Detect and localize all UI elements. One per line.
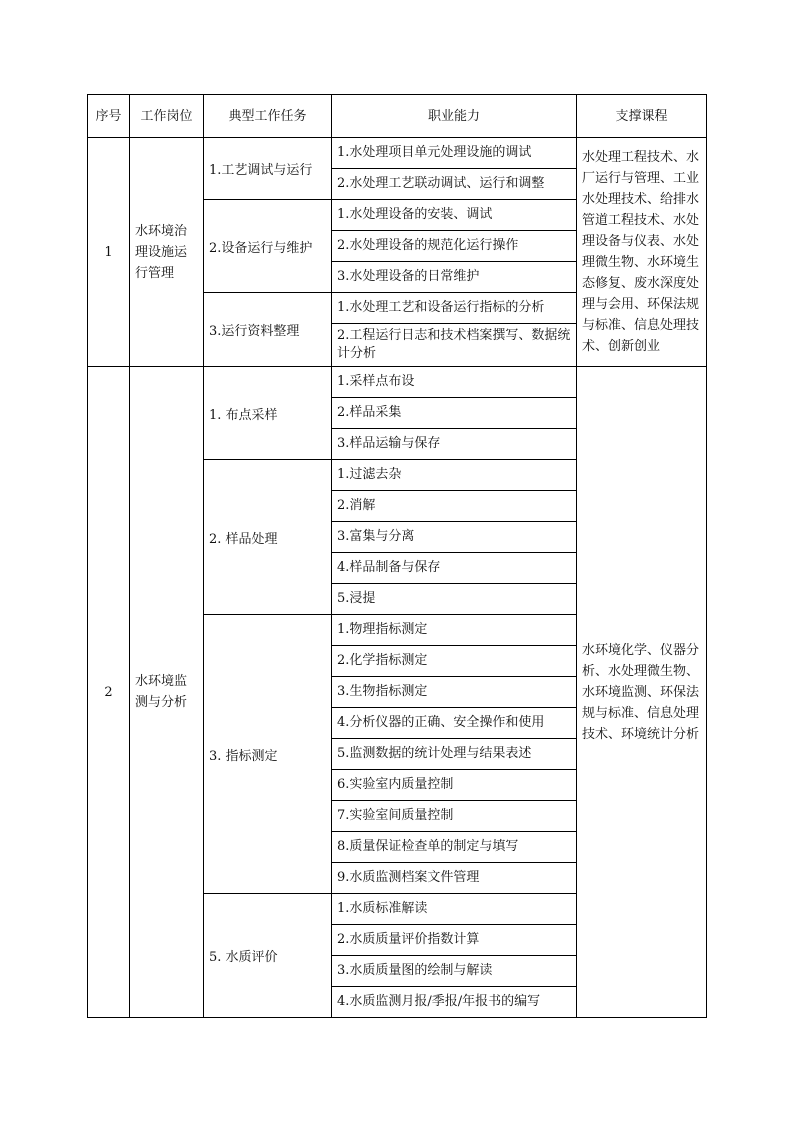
ability-cell: 4.样品制备与保存 bbox=[332, 553, 577, 584]
curriculum-table bbox=[87, 94, 707, 1018]
ability-cell: 4.水质监测月报/季报/年报书的编写 bbox=[332, 987, 577, 1018]
row-index: 2 bbox=[88, 367, 130, 1018]
ability-cell: 8.质量保证检查单的制定与填写 bbox=[332, 832, 577, 863]
work-task: 2. 样品处理 bbox=[204, 460, 332, 615]
header-row bbox=[88, 95, 707, 138]
ability-cell: 2.化学指标测定 bbox=[332, 646, 577, 677]
ability-cell: 4.分析仪器的正确、安全操作和使用 bbox=[332, 708, 577, 739]
ability-cell: 1.水质标准解读 bbox=[332, 894, 577, 925]
header-task: 典型工作任务 bbox=[204, 95, 332, 138]
table-row bbox=[88, 367, 707, 398]
header-ability: 职业能力 bbox=[332, 95, 577, 138]
work-task: 1. 布点采样 bbox=[204, 367, 332, 460]
ability-cell: 6.实验室内质量控制 bbox=[332, 770, 577, 801]
ability-cell: 3.样品运输与保存 bbox=[332, 429, 577, 460]
ability-cell: 9.水质监测档案文件管理 bbox=[332, 863, 577, 894]
job-post: 水环境治理设施运行管理 bbox=[130, 138, 204, 367]
support-courses: 水环境化学、仪器分析、水处理微生物、水环境监测、环保法规与标准、信息处理技术、环境统计分析 bbox=[577, 367, 707, 1018]
ability-cell: 1.水处理项目单元处理设施的调试 bbox=[332, 138, 577, 169]
ability-cell: 3.生物指标测定 bbox=[332, 677, 577, 708]
work-task: 1.工艺调试与运行 bbox=[204, 138, 332, 200]
ability-cell: 2.水处理设备的规范化运行操作 bbox=[332, 231, 577, 262]
ability-cell: 5.浸提 bbox=[332, 584, 577, 615]
ability-cell: 1.过滤去杂 bbox=[332, 460, 577, 491]
ability-cell: 1.水处理设备的安装、调试 bbox=[332, 200, 577, 231]
ability-cell: 3.富集与分离 bbox=[332, 522, 577, 553]
job-post: 水环境监测与分析 bbox=[130, 367, 204, 1018]
ability-cell: 2.工程运行日志和技术档案撰写、数据统计分析 bbox=[332, 324, 577, 367]
ability-cell: 1.水处理工艺和设备运行指标的分析 bbox=[332, 293, 577, 324]
work-task: 3.运行资料整理 bbox=[204, 293, 332, 367]
ability-cell: 2.水质质量评价指数计算 bbox=[332, 925, 577, 956]
ability-cell: 1.物理指标测定 bbox=[332, 615, 577, 646]
header-course: 支撑课程 bbox=[577, 95, 707, 138]
table-row bbox=[88, 138, 707, 169]
work-task: 5. 水质评价 bbox=[204, 894, 332, 1018]
ability-cell: 2.样品采集 bbox=[332, 398, 577, 429]
header-index: 序号 bbox=[88, 95, 130, 138]
row-index: 1 bbox=[88, 138, 130, 367]
header-post: 工作岗位 bbox=[130, 95, 204, 138]
ability-cell: 2.消解 bbox=[332, 491, 577, 522]
ability-cell: 7.实验室间质量控制 bbox=[332, 801, 577, 832]
work-task: 2.设备运行与维护 bbox=[204, 200, 332, 293]
ability-cell: 3.水质质量图的绘制与解读 bbox=[332, 956, 577, 987]
ability-cell: 1.采样点布设 bbox=[332, 367, 577, 398]
support-courses: 水处理工程技术、水厂运行与管理、工业水处理技术、给排水管道工程技术、水处理设备与仪表、水处理微生物、水环境生态修复、废水深度处理与会用、环保法规与标准、信息处理技术、创新创业 bbox=[577, 138, 707, 367]
ability-cell: 5.监测数据的统计处理与结果表述 bbox=[332, 739, 577, 770]
work-task: 3. 指标测定 bbox=[204, 615, 332, 894]
ability-cell: 2.水处理工艺联动调试、运行和调整 bbox=[332, 169, 577, 200]
ability-cell: 3.水处理设备的日常维护 bbox=[332, 262, 577, 293]
